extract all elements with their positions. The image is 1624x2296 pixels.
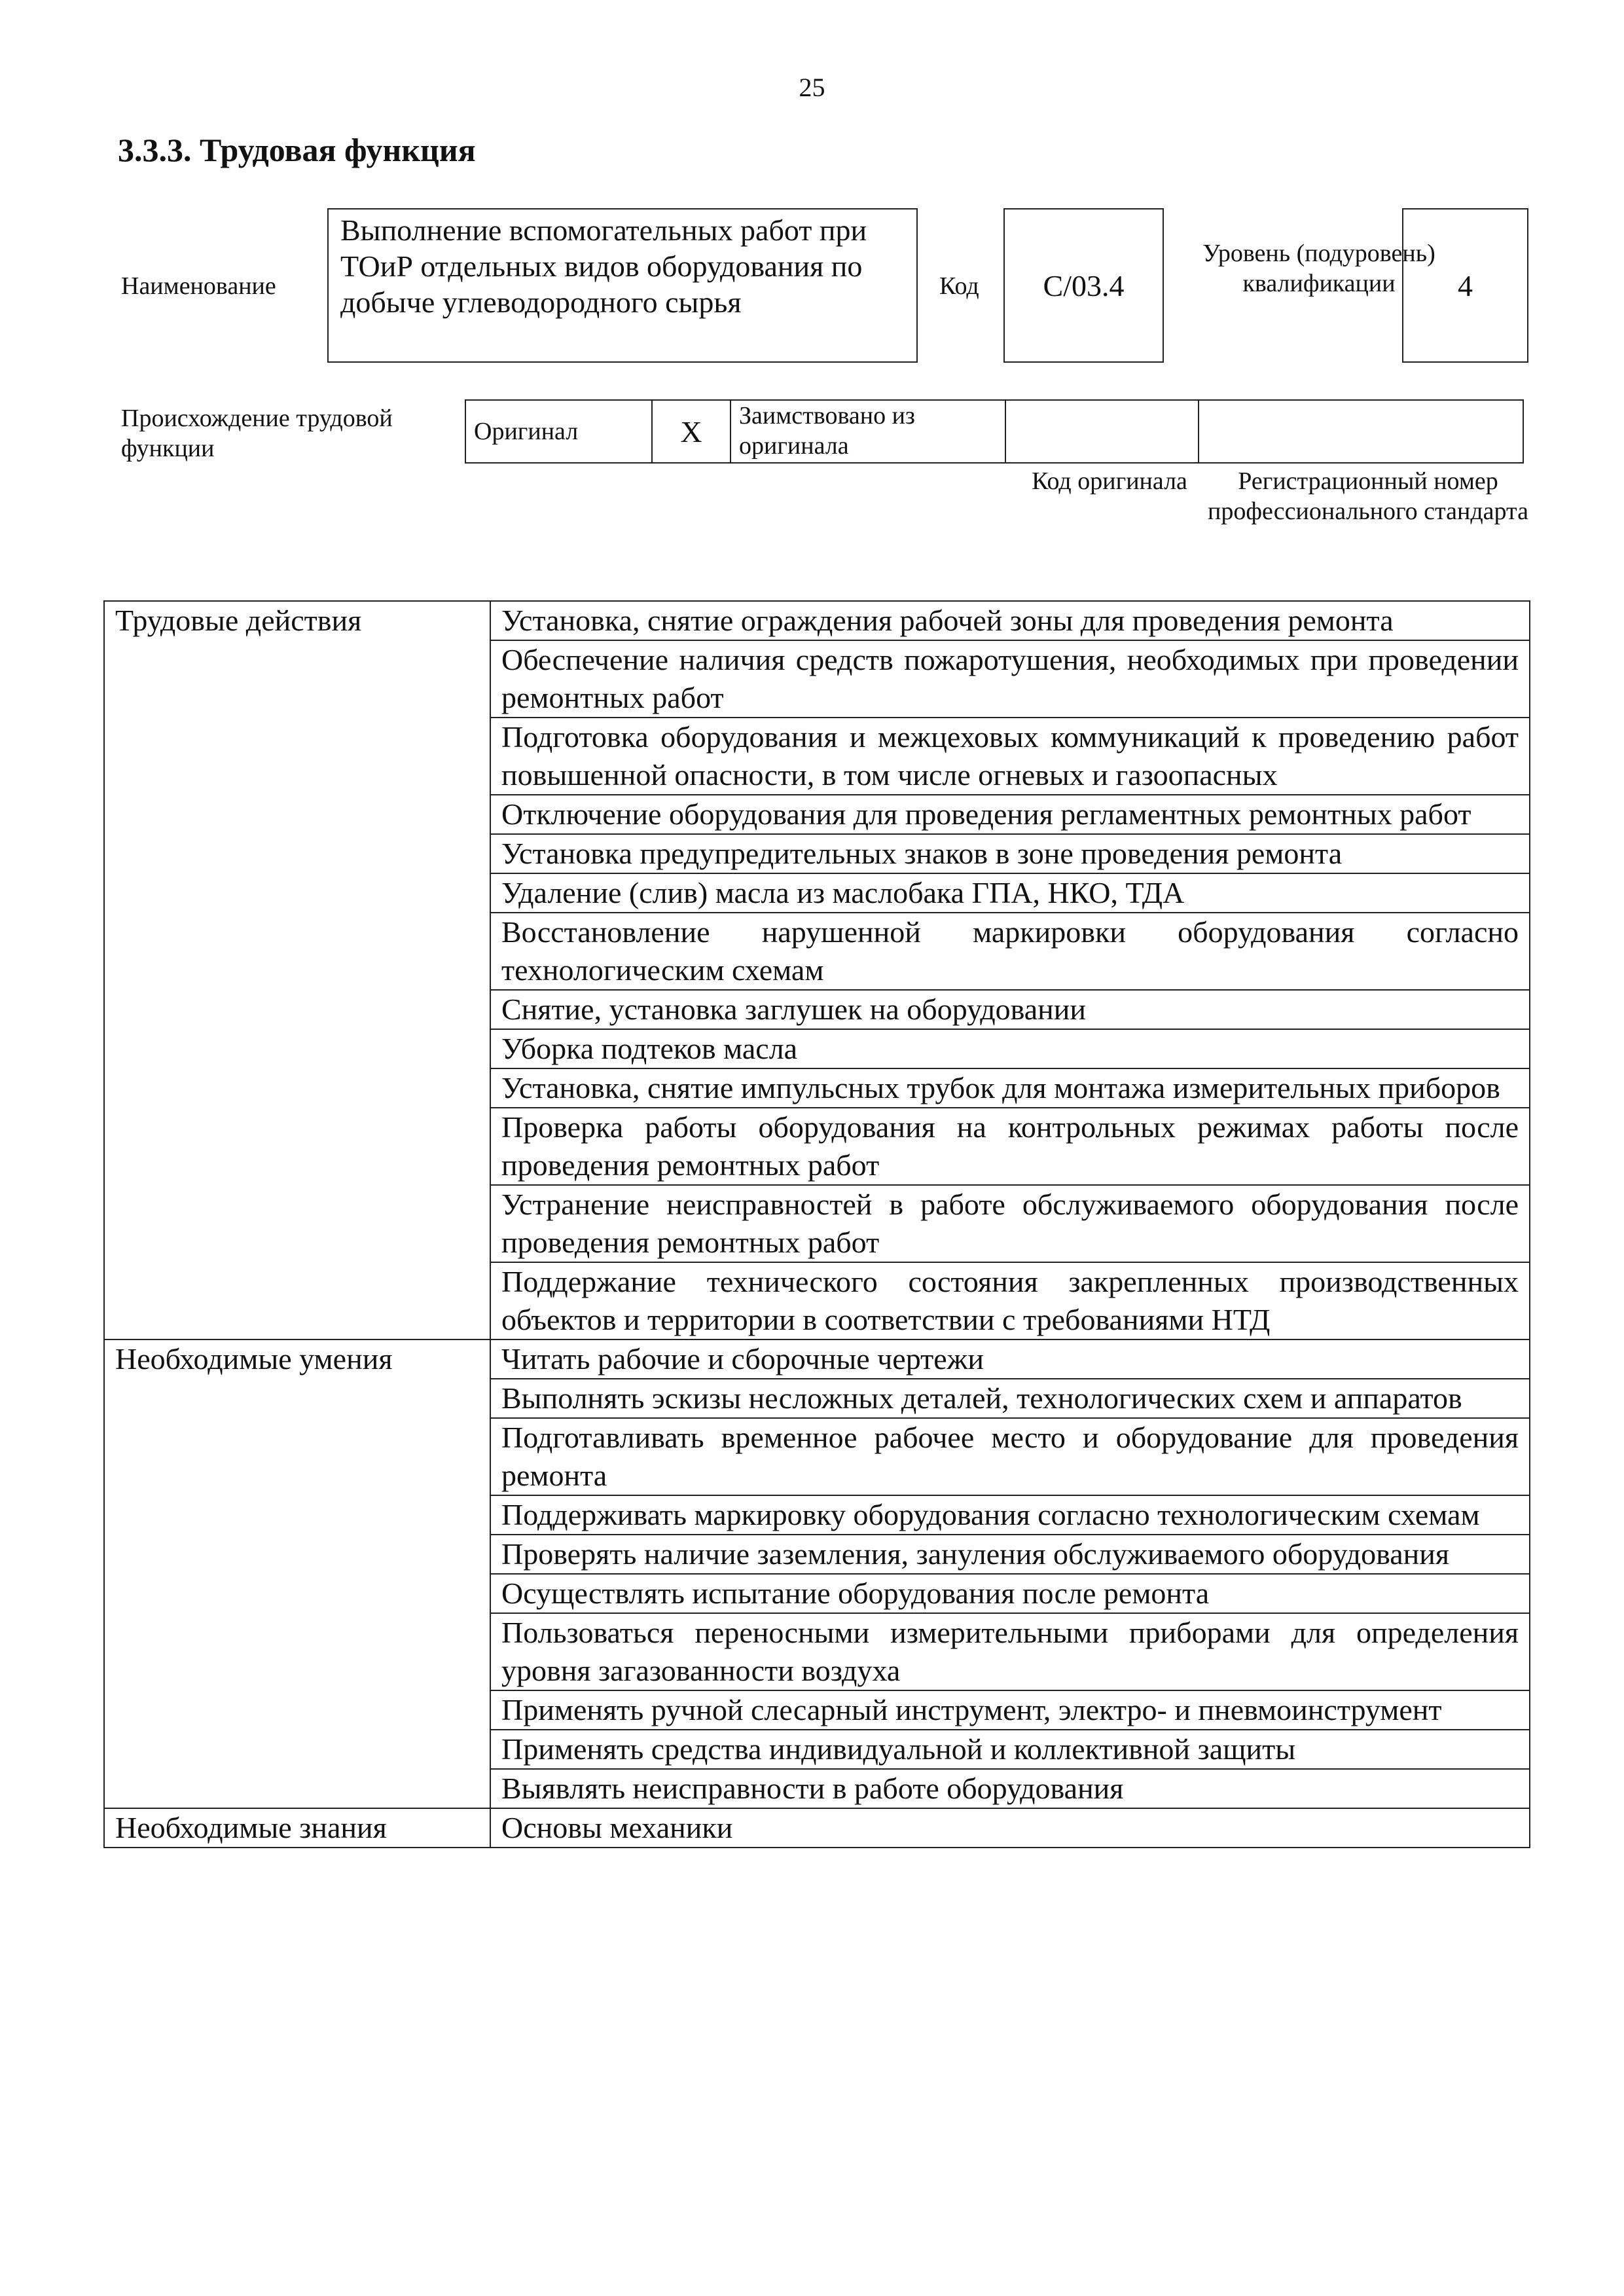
section-item: Установка предупредительных знаков в зоне проведения ремонта [490, 834, 1530, 873]
registration-number-cell [1199, 400, 1523, 463]
section-item: Применять средства индивидуальной и коллективной защиты [490, 1730, 1530, 1769]
section-item: Удаление (слив) масла из маслобака ГПА, НКО, ТДА [490, 873, 1530, 913]
original-label: Оригинал [465, 400, 652, 463]
section-item: Уборка подтеков масла [490, 1029, 1530, 1068]
function-name-box: Выполнение вспомогательных работ при ТОиР отдельных видов оборудования по добыче углеводородного сырья [327, 208, 918, 363]
section-item: Осуществлять испытание оборудования после ремонта [490, 1574, 1530, 1613]
name-label: Наименование [121, 272, 276, 300]
section-item: Установка, снятие ограждения рабочей зоны для проведения ремонта [490, 601, 1530, 640]
section-item: Основы механики [490, 1808, 1530, 1848]
page-number: 25 [799, 73, 825, 102]
table-row [104, 1808, 1530, 1848]
section-item: Установка, снятие импульсных трубок для монтажа измерительных приборов [490, 1068, 1530, 1108]
section-item: Подготавливать временное рабочее место и оборудование для проведения ремонта [490, 1418, 1530, 1495]
section-item: Восстановление нарушенной маркировки оборудования согласно технологическим схемам [490, 913, 1530, 990]
section-item: Применять ручной слесарный инструмент, электро- и пневмоинструмент [490, 1690, 1530, 1730]
section-heading: Трудовые действия [104, 601, 490, 1339]
section-item: Читать рабочие и сборочные чертежи [490, 1339, 1530, 1379]
section-item: Подготовка оборудования и межцеховых коммуникаций к проведению работ повышенной опасности, в том числе огневых и газоопасных [490, 718, 1530, 795]
section-item: Поддержание технического состояния закрепленных производственных объектов и территории в соответствии с требованиями НТД [490, 1262, 1530, 1339]
origin-table [465, 399, 1524, 464]
section-title: 3.3.3. Трудовая функция [118, 132, 476, 168]
section-item: Снятие, установка заглушек на оборудовании [490, 990, 1530, 1029]
origin-label: Происхождение трудовой функции [121, 405, 393, 462]
code-label: Код [939, 272, 979, 300]
section-item: Отключение оборудования для проведения регламентных ремонтных работ [490, 795, 1530, 834]
section-item: Пользоваться переносными измерительными приборами для определения уровня загазованности воздуха [490, 1613, 1530, 1690]
section-item: Выполнять эскизы несложных деталей, технологических схем и аппаратов [490, 1379, 1530, 1418]
qualification-level-box: 4 [1402, 208, 1528, 363]
section-heading: Необходимые умения [104, 1339, 490, 1808]
section-item: Обеспечение наличия средств пожаротушения, необходимых при проведении ремонтных работ [490, 640, 1530, 718]
original-code-cell [1005, 400, 1199, 463]
section-item: Выявлять неисправности в работе оборудования [490, 1769, 1530, 1808]
original-code-caption: Код оригинала [1032, 467, 1187, 495]
qualification-level-label: Уровень (подуровень) квалификации [1202, 240, 1435, 297]
function-code-box: C/03.4 [1003, 208, 1164, 363]
borrowed-label: Заимствовано из оригинала [731, 400, 1005, 463]
original-mark: X [652, 400, 731, 463]
section-item: Проверять наличие заземления, зануления обслуживаемого оборудования [490, 1535, 1530, 1574]
section-item: Устранение неисправностей в работе обслуживаемого оборудования после проведения ремонтных работ [490, 1185, 1530, 1262]
section-item: Поддерживать маркировку оборудования согласно технологическим схемам [490, 1495, 1530, 1535]
section-heading: Необходимые знания [104, 1808, 490, 1848]
table-row [104, 601, 1530, 640]
table-row [104, 1339, 1530, 1379]
section-item: Проверка работы оборудования на контрольных режимах работы после проведения ремонтных работ [490, 1108, 1530, 1185]
registration-number-caption: Регистрационный номер профессионального стандарта [1208, 467, 1528, 525]
function-details-table [103, 600, 1530, 1848]
